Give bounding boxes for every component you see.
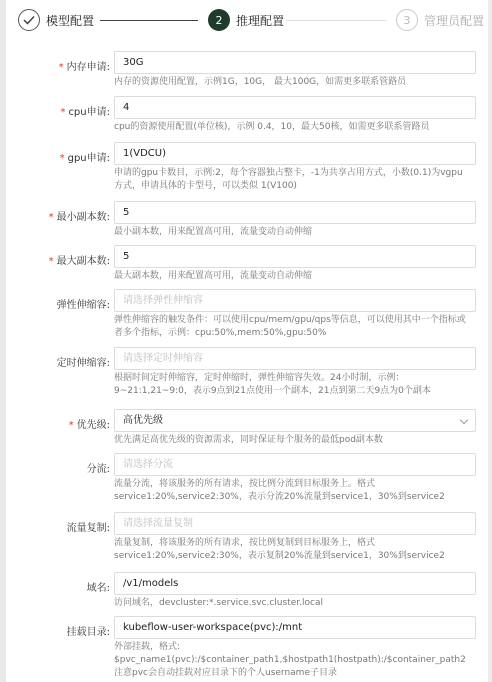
required-mark: *	[60, 107, 66, 118]
field-label: * 最小副本数:	[48, 212, 110, 223]
chevron-down-icon	[460, 416, 468, 424]
field-label: 弹性伸缩容:	[56, 300, 110, 311]
field-help: 最大副本数，用来配置高可用，流量变动自动伸缩	[114, 271, 313, 281]
field-help: 流量复制，将该服务的所有请求，按比例复制到目标服务上，格式 service1:20%,service2:30%，表示复制20%流量到service1，30%到service2	[114, 538, 445, 561]
required-mark: *	[48, 212, 54, 223]
step-number: 2	[208, 9, 230, 31]
required-mark: *	[48, 256, 54, 267]
required-mark: *	[58, 62, 64, 73]
field-label: * 优先级:	[68, 420, 110, 431]
field-label: * gpu申请:	[59, 153, 110, 164]
field-label: * 内存申请:	[58, 62, 110, 73]
field-label: * 最大副本数:	[48, 256, 110, 267]
canary-input[interactable]: 请选择分流	[114, 453, 476, 476]
priority-selected-value: 高优先级	[123, 415, 163, 426]
field-label: 流量复制:	[66, 523, 110, 534]
check-icon	[18, 9, 40, 31]
memory-input[interactable]: 30G	[114, 51, 476, 74]
field-help: 外部挂载，格式: $pvc_name1(pvc):/$container_path1,$hostpath1(hostpath):/$container_path2 注意pvc会自动挂载对应目录下的个人username子目录	[114, 642, 466, 678]
step-admin-config[interactable]	[396, 7, 484, 33]
field-help: 申请的gpu卡数目，示例:2，每个容器独占整卡，-1为共享占用方式，小数(0.1)为vgpu 方式，申请具体的卡型号，可以类似 1(V100)	[114, 168, 463, 191]
right-scrollbar-track[interactable]	[488, 0, 492, 682]
field-label: 定时伸缩容:	[56, 358, 110, 369]
field-help: 弹性伸缩容的触发条件：可以使用cpu/mem/gpu/qps等信息，可以使用其中一个指标或 者多个指标，示例：cpu:50%,mem:50%,gpu:50%	[114, 315, 466, 338]
field-help: 内存的资源使用配置，示例1G，10G， 最大100G，如需更多联系管路员	[114, 77, 407, 87]
shadow-input[interactable]: 请选择流量复制	[114, 512, 476, 535]
priority-select[interactable]	[114, 409, 476, 432]
cpu-input[interactable]: 4	[114, 96, 476, 119]
required-mark: *	[59, 153, 65, 164]
cronhpa-input[interactable]: 请选择定时伸缩容	[114, 347, 476, 370]
host-input[interactable]: /v1/models	[114, 572, 476, 595]
step-connector-done	[100, 20, 198, 21]
left-edge-shadow	[0, 0, 6, 682]
step-progress	[18, 7, 488, 33]
step-number: 3	[396, 9, 418, 31]
step-label: 管理员配置	[424, 13, 485, 28]
field-label: 挂载目录:	[66, 627, 110, 638]
min-replicas-input[interactable]: 5	[114, 201, 476, 224]
step-label: 推理配置	[236, 13, 285, 28]
required-mark: *	[68, 420, 74, 431]
max-replicas-input[interactable]: 5	[114, 245, 476, 268]
step-model-config[interactable]	[18, 7, 94, 33]
field-label: * cpu申请:	[60, 107, 110, 118]
step-label: 模型配置	[46, 13, 95, 28]
field-help: 最小副本数，用来配置高可用，流量变动自动伸缩	[114, 227, 313, 237]
field-label: 分流:	[86, 464, 110, 475]
field-help: 根据时间定时伸缩容，定时伸缩时，弹性伸缩容失效。24小时制，示例： 9~21:1,21~9:0，表示9点到21点使用一个副本，21点到第二天9点为0个副本	[114, 373, 431, 396]
field-help: 优先满足高优先级的资源需求，同时保证每个服务的最低pod副本数	[114, 435, 383, 445]
field-label: 域名:	[86, 583, 110, 594]
step-inference-config[interactable]	[208, 7, 284, 33]
hpa-input[interactable]: 请选择弹性伸缩容	[114, 289, 476, 312]
field-help: cpu的资源使用配置(单位核)，示例 0.4，10，最大50核，如需更多联系管路员	[114, 122, 430, 132]
field-help: 访问域名，devcluster:*.service.svc.cluster.local	[114, 598, 323, 608]
step-connector-pending	[286, 20, 386, 21]
gpu-input[interactable]: 1(VDCU)	[114, 142, 476, 165]
field-help: 流量分流，将该服务的所有请求，按比例分流到目标服务上。格式 service1:20%,service2:30%，表示分流20%流量到service1，30%到service2	[114, 479, 445, 502]
volume-mount-input[interactable]: kubeflow-user-workspace(pvc):/mnt	[114, 616, 476, 639]
